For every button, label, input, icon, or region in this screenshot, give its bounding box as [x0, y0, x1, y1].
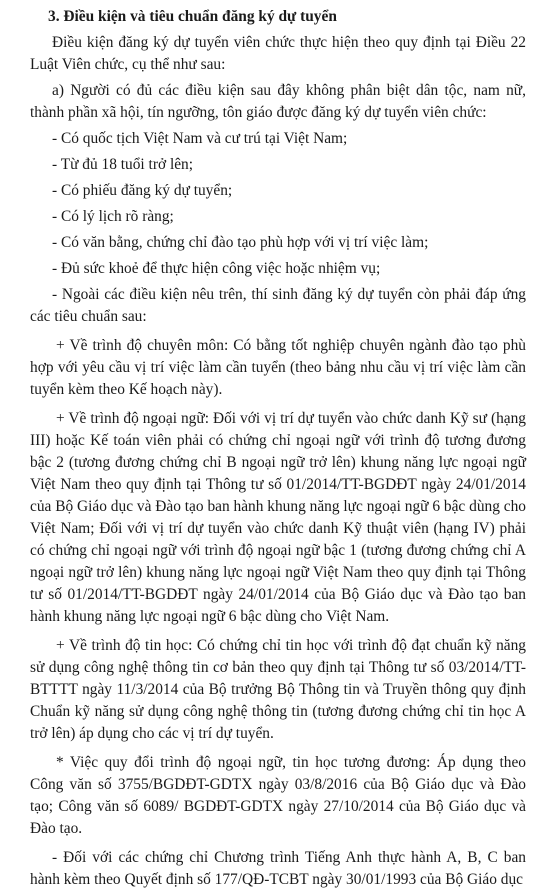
paragraph-intro: Điều kiện đăng ký dự tuyển viên chức thực hiện theo quy định tại Điều 22 Luật Viên chức, cụ thể như sau: [30, 34, 526, 73]
paragraph-condition-a: a) Người có đủ các điều kiện sau đây không phân biệt dân tộc, nam nữ, thành phần xã hội, tín ngưỡng, tôn giáo được đăng ký dự tuyển viên chức: [30, 82, 526, 121]
list-item-health: - Đủ sức khoẻ để thực hiện công việc hoặc nhiệm vụ; [52, 260, 381, 277]
list-item-age: - Từ đủ 18 tuổi trở lên; [52, 156, 194, 173]
paragraph-additional-standards: - Ngoài các điều kiện nêu trên, thí sinh đăng ký dự tuyển còn phải đáp ứng các tiêu chuẩn sau: [30, 286, 526, 325]
paragraph-professional-level: + Về trình độ chuyên môn: Có bằng tốt nghiệp chuyên ngành đào tạo phù hợp với yêu cầu vị trí việc làm cần tuyển (theo bảng nhu cầu vị trí việc làm cần tuyển kèm theo Kế hoạch này). [30, 337, 526, 398]
paragraph-english-certificates: - Đối với các chứng chỉ Chương trình Tiếng Anh thực hành A, B, C ban hành kèm theo Quyết định số 177/QĐ-TCBT ngày 30/01/1993 của Bộ Giáo dục [30, 849, 526, 888]
list-item-registration-form: - Có phiếu đăng ký dự tuyển; [52, 182, 233, 199]
paragraph-equivalence: * Việc quy đổi trình độ ngoại ngữ, tin học tương đương: Áp dụng theo Công văn số 3755/BGDĐT-GDTX ngày 03/8/2016 của Bộ Giáo dục và Đào tạo; Công văn số 6089/ BGDĐT-GDTX ngày 27/10/2014 của Bộ Giáo dục và Đào tạo. [30, 754, 526, 837]
section-heading: 3. Điều kiện và tiêu chuẩn đăng ký dự tuyển [48, 8, 337, 25]
list-item-nationality: - Có quốc tịch Việt Nam và cư trú tại Việt Nam; [52, 130, 348, 147]
list-item-diploma: - Có văn bằng, chứng chỉ đào tạo phù hợp với vị trí việc làm; [52, 234, 429, 251]
paragraph-it-skills: + Về trình độ tin học: Có chứng chỉ tin học với trình độ đạt chuẩn kỹ năng sử dụng công nghệ thông tin cơ bản theo quy định tại Thông tư số 03/2014/TT-BTTTT ngày 11/3/2014 của Bộ trưởng Bộ Thông tin và Truyền thông quy định Chuẩn kỹ năng sử dụng công nghệ thông tin (tương đương chứng chỉ tin học A trở lên) áp dụng cho các vị trí dự tuyển. [30, 637, 526, 742]
paragraph-foreign-language: + Về trình độ ngoại ngữ: Đối với vị trí dự tuyển vào chức danh Kỹ sư (hạng III) hoặc Kế toán viên phải có chứng chỉ ngoại ngữ với trình độ tương đương bậc 2 (tương đương chứng chỉ B ngoại ngữ trở lên) khung năng lực ngoại ngữ Việt Nam theo quy định tại Thông tư số 01/2014/TT-BGDĐT ngày 24/01/2014 của Bộ Giáo dục và Đào tạo ban hành khung năng lực ngoại ngữ 6 bậc dùng cho Việt Nam; Đối với vị trí dự tuyển vào chức danh Kỹ thuật viên (hạng IV) phải có chứng chỉ ngoại ngữ với trình độ ngoại ngữ bậc 1 (tương đương chứng chỉ A ngoại ngữ trở lên) khung năng lực ngoại ngữ Việt Nam theo quy định tại Thông tư số 01/2014/TT-BGDĐT ngày 24/01/2014 của Bộ Giáo dục và Đào tạo ban hành khung năng lực ngoại ngữ 6 bậc dùng cho Việt Nam. [30, 410, 526, 625]
list-item-background: - Có lý lịch rõ ràng; [52, 208, 174, 225]
